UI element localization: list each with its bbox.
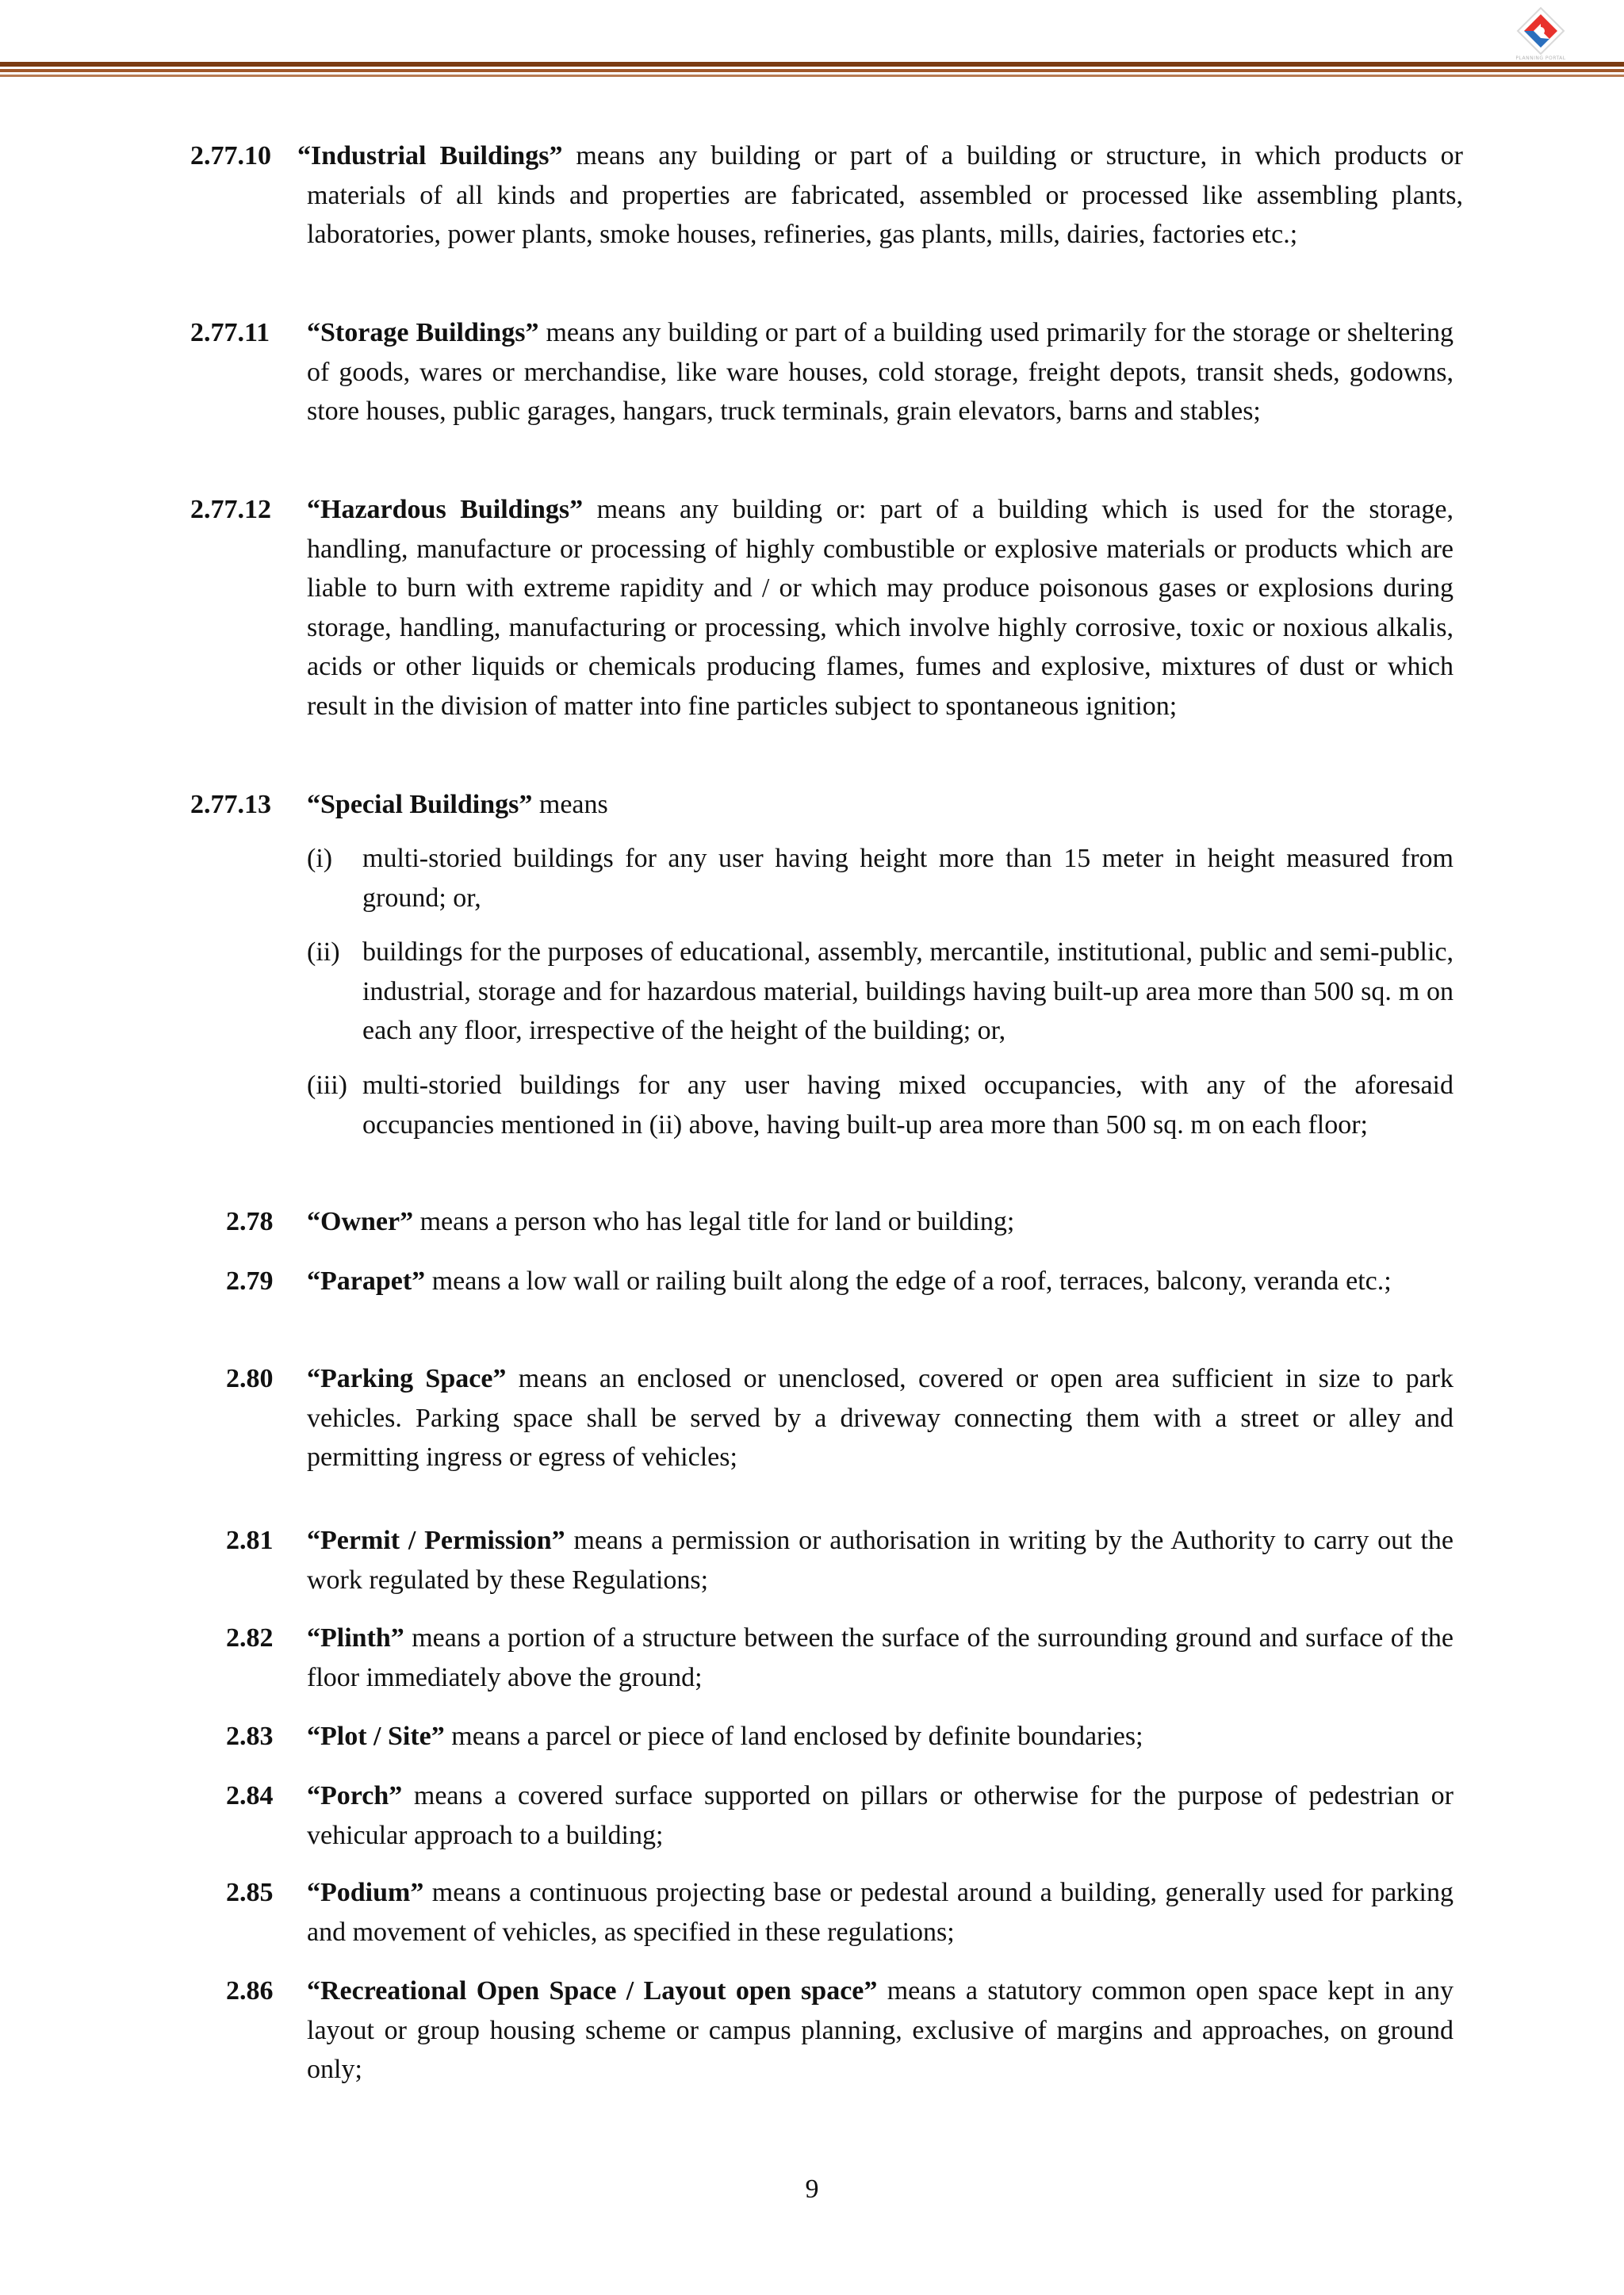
sub-item-ii [307,933,1454,1051]
clause-definition: means [532,790,608,819]
clause-number: 2.80 [226,1364,274,1393]
sub-item-text: multi-storied buildings for any user having mixed occupancies, with any of the aforesaid occupancies mentioned in (ii) above, having built-up area more than 500 sq. m on each floor; [362,1071,1454,1140]
clause-term: “Special Buildings” [307,790,533,819]
clause-text [307,1619,1454,1697]
sub-item-i [307,839,1454,918]
clause-text [307,1202,1454,1242]
clause-number: 2.79 [226,1266,274,1296]
clause-definition: means any building or part of a building used primarily for the storage or sheltering of goods, wares or merchandise, like ware houses, cold storage, freight depots, transit sheds, godowns, store houses, public garages, hangars, truck terminals, grain elevators, barns and stables; [307,318,1454,426]
clause-term: “Permit / Permission” [307,1526,565,1555]
clause-number: 2.77.13 [190,790,271,819]
clause-text [297,136,1463,255]
clause-definition: means a statutory common open space kept in any layout or group housing scheme or campus planning, exclusive of margins and approaches, on ground only; [307,1976,1454,2084]
page-number: 9 [805,2174,819,2204]
clause-definition: means a continuous projecting base or pedestal around a building, generally used for parking and movement of vehicles, as specified in these regulations; [307,1878,1454,1947]
sub-item-label: (i) [307,844,333,873]
clause-text [307,785,1454,825]
clause-definition: means a parcel or piece of land enclosed by definite boundaries; [444,1722,1143,1751]
clause-definition: means a low wall or railing built along the edge of a roof, terraces, balcony, veranda etc.; [425,1266,1392,1296]
clause-term: “Porch” [307,1781,403,1810]
clause-definition: means a portion of a structure between the surface of the surrounding ground and surface of the floor immediately above the ground; [307,1623,1454,1692]
clause-text [307,1873,1454,1952]
clause-text [307,1521,1454,1600]
clause-number: 2.83 [226,1722,274,1751]
clause-number: 2.77.11 [190,318,270,347]
clause-number: 2.84 [226,1781,274,1810]
clause-number: 2.85 [226,1878,274,1907]
clause-number: 2.77.10 [190,141,271,170]
sub-item-label: (ii) [307,937,340,967]
clause-text [307,1776,1454,1855]
clause-term: “Parking Space” [307,1364,507,1393]
clause-definition: means a covered surface supported on pillars or otherwise for the purpose of pedestrian or vehicular approach to a building; [307,1781,1454,1850]
clause-text [307,490,1454,726]
clause-number: 2.82 [226,1623,274,1653]
clause-number: 2.81 [226,1526,274,1555]
clause-text [307,313,1454,431]
clause-number: 2.77.12 [190,495,271,524]
clause-term: “Industrial Buildings” [297,141,563,170]
clause-number: 2.78 [226,1207,274,1236]
logo-caption: PLANNING PORTAL [1515,56,1566,61]
clause-term: “Owner” [307,1207,414,1236]
clause-term: “Parapet” [307,1266,426,1296]
clause-term: “Podium” [307,1878,424,1907]
clause-definition: means a person who has legal title for land or building; [413,1207,1015,1236]
clause-number: 2.86 [226,1976,274,2006]
clause-text [307,1262,1454,1301]
header-line-mid [0,69,1624,72]
clause-term: “Storage Buildings” [307,318,539,347]
clause-term: “Hazardous Buildings” [307,495,584,524]
header-line-light [0,75,1624,77]
header-divider [0,62,1624,79]
clause-term: “Plot / Site” [307,1722,445,1751]
header-line-dark [0,62,1624,67]
clause-term: “Plinth” [307,1623,404,1653]
sub-item-iii [307,1066,1454,1144]
clause-definition: means a permission or authorisation in writing by the Authority to carry out the work regulated by these Regulations; [307,1526,1454,1595]
sub-item-label: (iii) [307,1071,347,1100]
clause-definition: means any building or: part of a building which is used for the storage, handling, manufacture or processing of highly combustible or explosive materials or products which are liable to burn with extreme rapidity and / or which may produce poisonous gases or explosions during storage, handling, manufacturing or processing, which involve highly corrosive, toxic or noxious alkalis, acids or other liquids or chemicals producing flames, fumes and explosive, mixtures of dust or which result in the division of matter into fine particles subject to spontaneous ignition; [307,495,1454,721]
clause-definition: means an enclosed or unenclosed, covered or open area sufficient in size to park vehicles. Parking space shall be served by a driveway connecting them with a street or alley and permitting ingress or egress of vehicles; [307,1364,1454,1472]
clause-definition: means any building or part of a building or structure, in which products or materials of all kinds and properties are fabricated, assembled or processed like assembling plants, laboratories, power plants, smoke houses, refineries, gas plants, mills, dairies, factories etc.; [307,141,1463,249]
sub-item-text: multi-storied buildings for any user having height more than 15 meter in height measured from ground; or, [362,844,1454,913]
clause-text [307,1971,1454,2090]
sub-item-text: buildings for the purposes of educational, assembly, mercantile, institutional, public and semi-public, industrial, storage and for hazardous material, buildings having built-up area more than 500 sq. m on each any floor, irrespective of the height of the building; or, [362,937,1454,1045]
clause-text [307,1717,1454,1757]
clause-term: “Recreational Open Space / Layout open space” [307,1976,878,2006]
clause-text [307,1359,1454,1477]
